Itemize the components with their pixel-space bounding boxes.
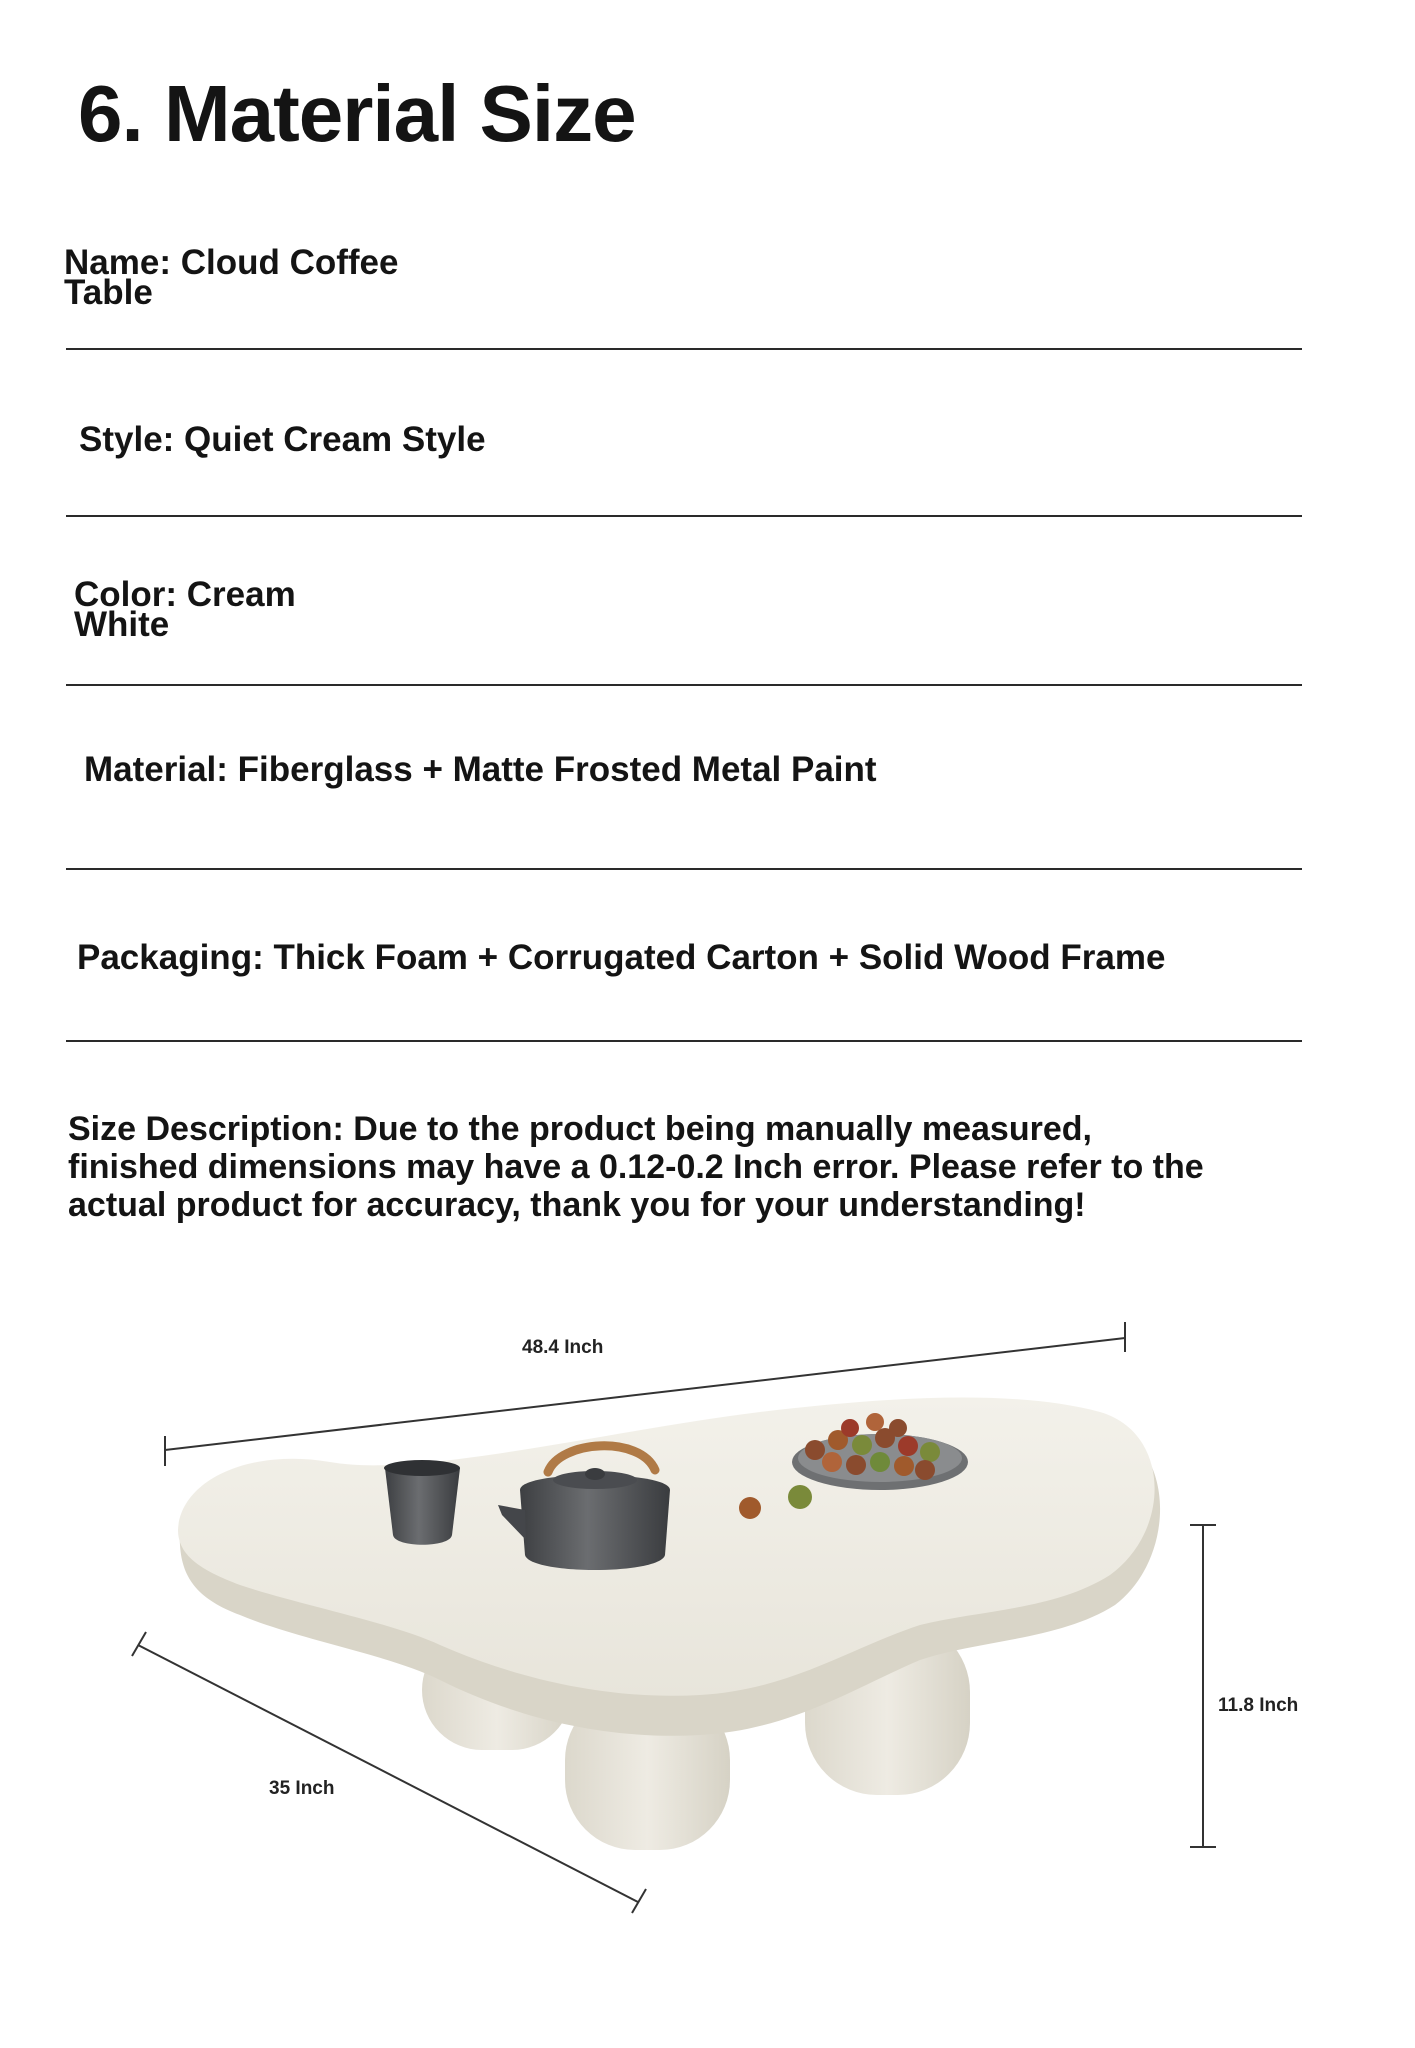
height-label: 11.8 Inch: [1218, 1695, 1299, 1716]
spec-color-line2: White: [74, 605, 170, 644]
spec-name-line2: Table: [64, 273, 153, 312]
spec-packaging: Packaging: Thick Foam + Corrugated Carton + Solid Wood Frame: [77, 938, 1166, 977]
length-label: 48.4 Inch: [522, 1337, 604, 1358]
size-description: Size Description: Due to the product being manually measured, finished dimensions may have a 0.12-0.2 Inch error. Please refer to the actual product for accuracy, thank you for your understanding!: [68, 1110, 1204, 1224]
spec-name-line1: Name: Cloud Coffee: [64, 243, 399, 282]
width-label: 35 Inch: [269, 1778, 335, 1799]
spec-style: Style: Quiet Cream Style: [79, 420, 486, 459]
page-title: 6. Material Size: [78, 69, 636, 158]
spec-material: Material: Fiberglass + Matte Frosted Metal Paint: [84, 750, 877, 789]
height-dimension-line: [1190, 1525, 1216, 1847]
spec-color-line1: Color: Cream: [74, 575, 296, 614]
cup: [384, 1460, 460, 1545]
table-top: [178, 1398, 1155, 1696]
